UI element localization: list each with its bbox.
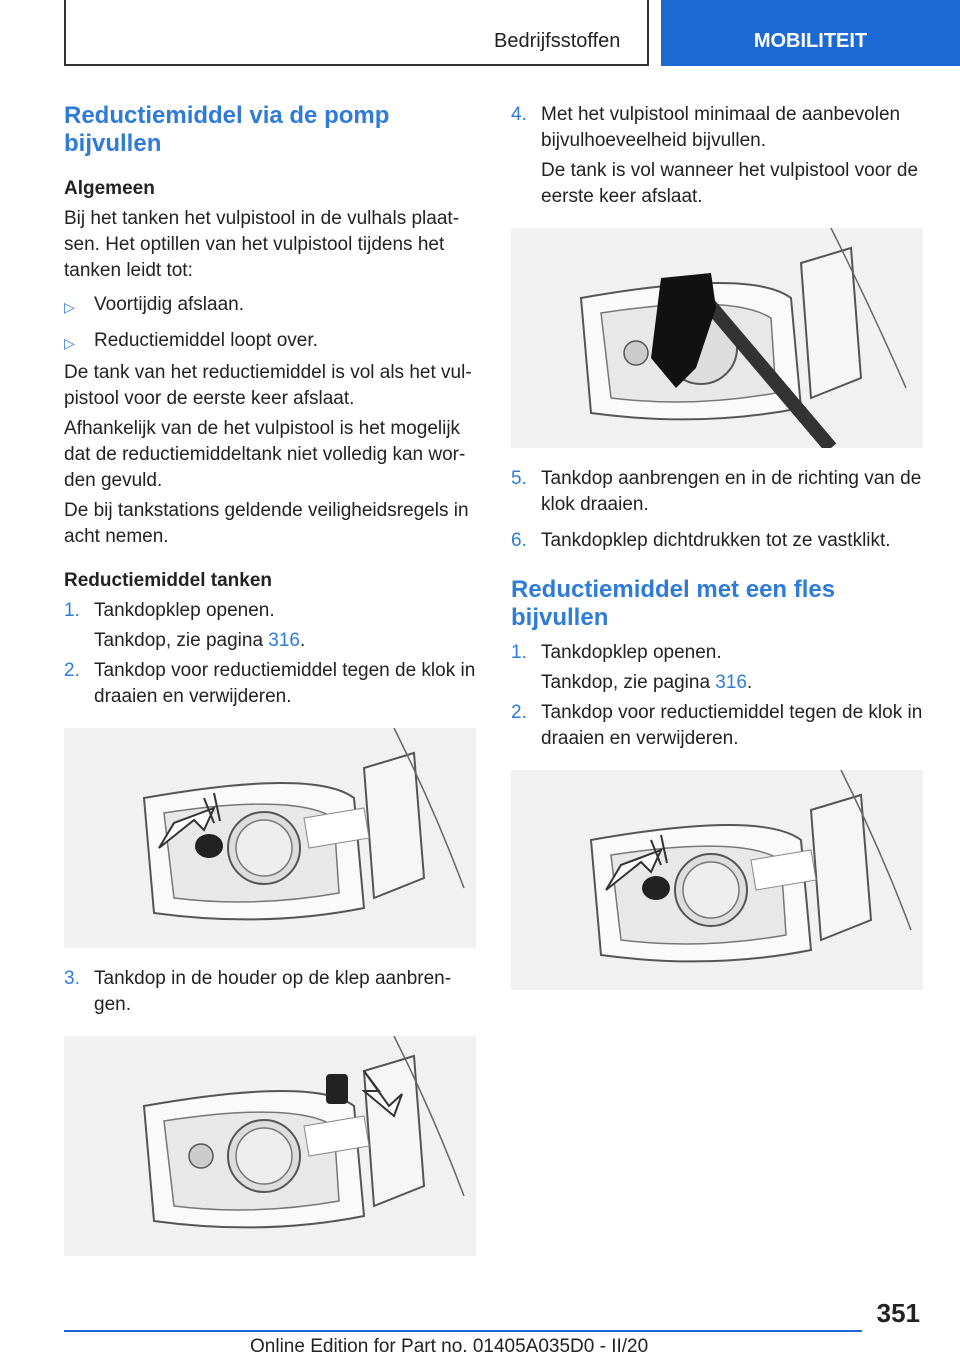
cap-holder-illustration [64,1036,476,1256]
pump-nozzle-drawing [511,228,923,448]
step-number: 6. [511,530,527,551]
step-text: Tankdopklep openen. [94,600,275,621]
filler-flap-drawing [64,728,476,948]
step-number: 2. [511,702,527,723]
list-item: ▷ Voortijdig afslaan. [64,292,476,320]
step-text: Met het vulpistool minimaal de aanbevolen bijvulhoeveelheid bijvullen. [541,104,901,151]
step-item [511,640,923,666]
step-text: Tankdop aanbrengen en in de richting van de klok draaien. [541,468,922,515]
paragraph: Afhankelijk van de het vulpistool is het mogelijk dat de reductiemiddeltank niet volledig kan wor-den gevuld. [64,418,466,491]
footer-divider [64,1330,862,1332]
right-column [511,102,923,1008]
cap-holder-drawing [64,1036,476,1256]
page-number: 351 [876,1298,920,1328]
left-column [64,102,476,1274]
header-section: Bedrijfsstoffen [494,30,621,52]
triangle-bullet-icon: ▷ [64,335,75,351]
step-number: 4. [511,104,527,125]
step-text: Tankdop voor reductiemiddel tegen de klok in draaien en verwijderen. [541,702,923,749]
section-title: Reductiemiddel met een fles bijvullen [511,576,836,631]
pump-nozzle-illustration [511,228,923,448]
step-number: 2. [64,660,80,681]
step-item [64,966,476,1018]
list-item: ▷ Reductiemiddel loopt over. [64,328,476,356]
section-title: Reductiemiddel via de pomp bijvullen [64,102,390,157]
edition-note: Online Edition for Part no. 01405A035D0 - II/20 [250,1336,649,1357]
step-item [511,102,923,154]
step-text: Tankdopklep dichtdrukken tot ze vastklikt. [541,530,891,551]
header-chapter-tab[interactable]: MOBILITEIT [661,0,960,66]
step-item [64,658,476,710]
page-link[interactable]: 316 [715,672,747,693]
step-number: 5. [511,468,527,489]
paragraph: De bij tankstations geldende veiligheidsregels in acht nemen. [64,500,469,547]
step-item [511,700,923,752]
page-link[interactable]: 316 [268,630,300,651]
bottle-cap-removal-illustration [511,770,923,990]
step-number: 3. [64,968,80,989]
triangle-bullet-icon: ▷ [64,299,75,315]
step-item [511,528,923,554]
step-item [511,466,923,518]
step-text: Tankdopklep openen. [541,642,722,663]
step-text: Tankdop voor reductiemiddel tegen de klok in draaien en verwijderen. [94,660,476,707]
step-text: Tankdop in de houder op de klep aanbren-gen. [94,968,452,1015]
step-sub: Tankdop, zie pagina 316. [94,630,306,651]
step-sub: De tank is vol wanneer het vulpistool voor de eerste keer afslaat. [541,160,919,207]
step-number: 1. [511,642,527,663]
paragraph: De tank van het reductiemiddel is vol als het vul-pistool voor de eerste keer afslaat. [64,362,472,409]
fill-heading: Reductiemiddel tanken [64,570,272,591]
filler-flap-drawing [511,770,923,990]
general-text: Bij het tanken het vulpistool in de vulhals plaat-sen. Het optillen van het vulpistool tijdens het tanken leidt tot: [64,208,460,281]
general-heading: Algemeen [64,178,155,199]
step-sub: Tankdop, zie pagina 316. [541,672,753,693]
step-item [64,598,476,624]
fuel-cap-removal-illustration [64,728,476,948]
step-number: 1. [64,600,80,621]
